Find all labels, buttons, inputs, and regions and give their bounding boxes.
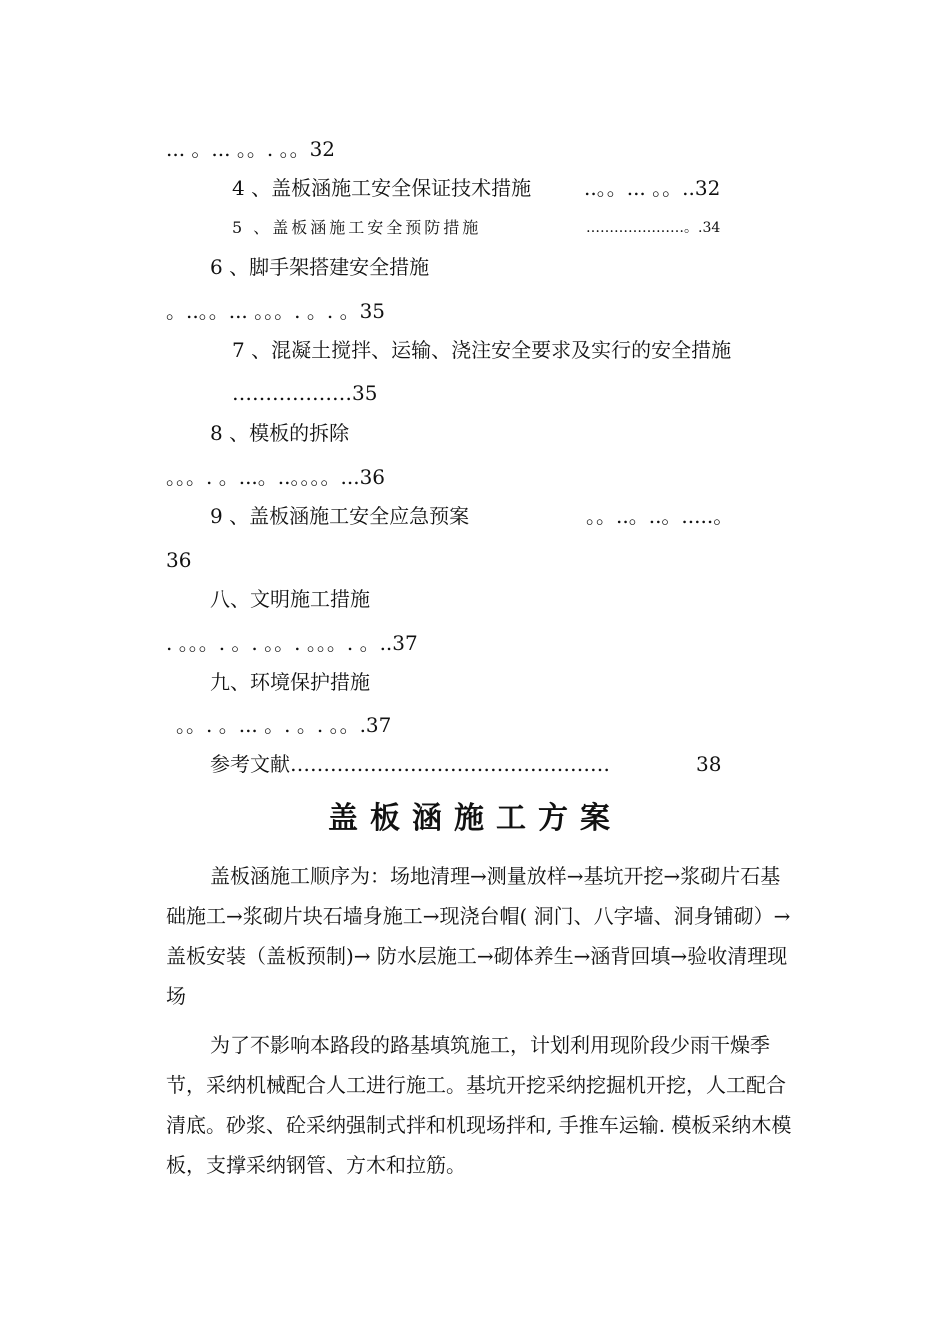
toc-line: 7 、混凝土搅拌、运输、浇注安全要求及实行的安全措施 — [232, 338, 732, 362]
body-paragraph — [166, 856, 796, 1016]
toc-line: 。。。. 。...。..。。。。...36 — [166, 465, 386, 489]
paragraph-text: 盖板涵施工顺序为：场地清理→测量放样→基坑开挖→浆砌片石基础施工→浆砌片块石墙身施工→现浇台帽( 洞门、八字墙、洞身铺砌）→盖板安装（盖板预制)→ 防水层施工→砌体养生→涵背回填→验收清理现场 — [166, 864, 791, 1008]
toc-line: 。..。。... 。。。. 。. 。35 — [166, 299, 386, 323]
toc-line: 。。. 。... 。. 。. 。。.37 — [176, 713, 392, 737]
toc-line: 9 、盖板涵施工安全应急预案 — [210, 504, 470, 528]
toc-page-number: 38 — [696, 752, 722, 776]
toc-line: ... 。... 。。. 。。32 — [166, 137, 336, 161]
toc-line: 4 、盖板涵施工安全保证技术措施 — [232, 176, 532, 200]
toc-line: 八、文明施工措施 — [210, 587, 370, 611]
toc-leader: …………………。.34 — [586, 220, 721, 236]
toc-line: 参考文献………………………………………… — [210, 752, 610, 776]
toc-leader: 。。..。..。.....。 — [586, 504, 734, 528]
toc-line: . 。。。. 。. 。。. 。。。. 。..37 — [166, 631, 418, 655]
toc-line: 6 、脚手架搭建安全措施 — [210, 255, 430, 279]
toc-leader: ..。。... 。。..32 — [584, 176, 721, 200]
body-paragraph — [166, 1025, 796, 1185]
document-title: 盖板涵施工方案 — [328, 801, 622, 836]
toc-line: 36 — [166, 548, 192, 572]
toc-line: 九、环境保护措施 — [210, 670, 370, 694]
paragraph-text: 为了不影响本路段的路基填筑施工，计划利用现阶段少雨干燥季节，采纳机械配合人工进行施工。基坑开挖采纳挖掘机开挖，人工配合清底。砂浆、砼采纳强制式拌和机现场拌和, 手推车运输. 模板采纳木模板，支撑采纳钢管、方木和拉筋。 — [166, 1033, 792, 1177]
toc-line: ………………35 — [232, 381, 378, 405]
toc-line: 5 、盖板涵施工安全预防措施 — [232, 218, 482, 237]
toc-line: 8 、模板的拆除 — [210, 421, 350, 445]
